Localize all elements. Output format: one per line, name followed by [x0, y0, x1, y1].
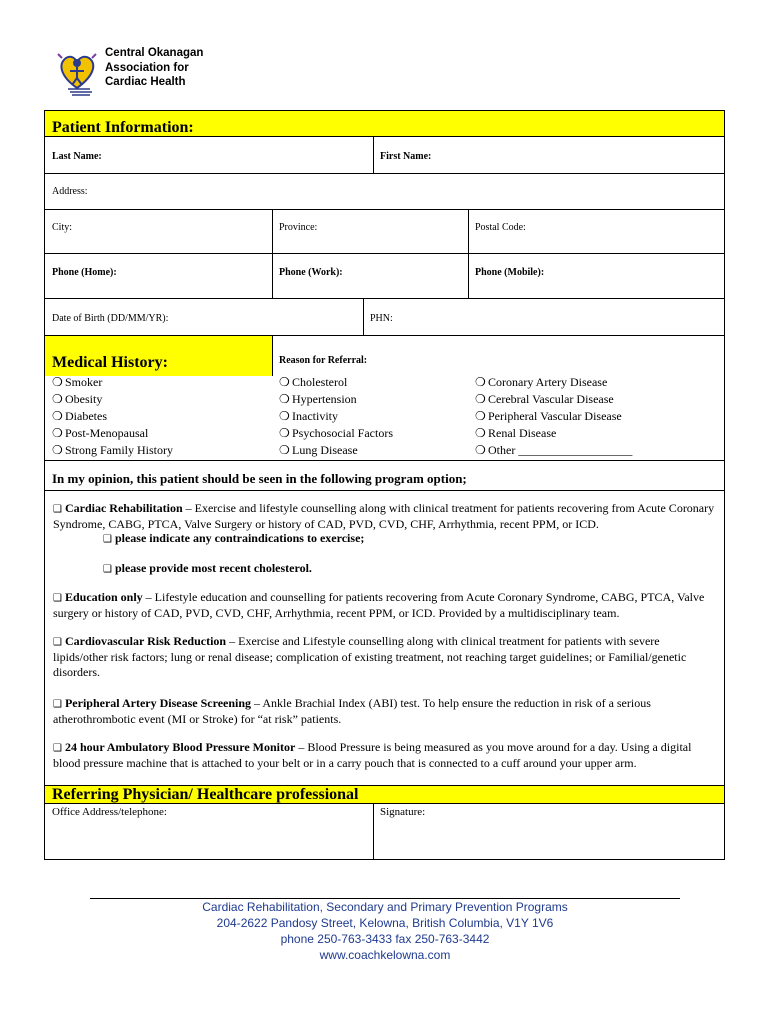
- reason-referral-title: Reason for Referral:: [279, 355, 368, 366]
- option-peripheral-vascular[interactable]: ❍ Peripheral Vascular Disease: [475, 409, 622, 423]
- cholesterol-line[interactable]: ❑ please provide most recent cholesterol.: [103, 561, 312, 575]
- option-smoker[interactable]: ❍ Smoker: [52, 375, 103, 389]
- footer-address: 204-2622 Pandosy Street, Kelowna, British Columbia, V1Y 1V6: [216, 916, 554, 930]
- square-checkbox-icon[interactable]: ❑: [103, 534, 112, 545]
- circle-option-icon: ❍: [52, 409, 63, 423]
- phone-home-field[interactable]: Phone (Home):: [52, 267, 117, 278]
- circle-option-icon: ❍: [475, 426, 486, 440]
- circle-option-icon: ❍: [279, 443, 290, 457]
- circle-option-icon: ❍: [52, 375, 63, 389]
- contraindications-line[interactable]: ❑ please indicate any contraindications to exercise;: [103, 531, 365, 545]
- option-hypertension[interactable]: ❍ Hypertension: [279, 392, 357, 406]
- program-pad-screening[interactable]: ❑ Peripheral Artery Disease Screening – Ankle Brachial Index (ABI) test. To help ensure the reduction in risk of a serious atherothrombotic event (MI or Stroke) for “at risk” patients.: [53, 696, 651, 726]
- circle-option-icon: ❍: [279, 426, 290, 440]
- address-field[interactable]: Address:: [52, 186, 88, 197]
- option-coronary-artery[interactable]: ❍ Coronary Artery Disease: [475, 375, 608, 389]
- program-cardiac-rehab[interactable]: ❑ Cardiac Rehabilitation – Exercise and lifestyle counselling along with clinical treatment for patients recovering from Acute Coronary Syndrome, CABG, PTCA, Valve Surgery or history of CAD, PVD, CVD, CHF, Arrhythmia, recent PPM, or ICD.: [53, 501, 715, 531]
- footer-programs: Cardiac Rehabilitation, Secondary and Primary Prevention Programs: [202, 900, 568, 914]
- circle-option-icon: ❍: [52, 392, 63, 406]
- square-checkbox-icon[interactable]: ❑: [103, 564, 112, 575]
- circle-option-icon: ❍: [52, 426, 63, 440]
- option-obesity[interactable]: ❍ Obesity: [52, 392, 103, 406]
- org-line-3: Cardiac Health: [105, 76, 186, 88]
- medical-history-title: Medical History:: [52, 354, 168, 371]
- option-inactivity[interactable]: ❍ Inactivity: [279, 409, 338, 423]
- square-checkbox-icon[interactable]: ❑: [53, 504, 62, 515]
- medical-history-col-2: [279, 374, 393, 459]
- last-name-field[interactable]: Last Name:: [52, 151, 102, 162]
- circle-option-icon: ❍: [475, 409, 486, 423]
- province-field[interactable]: Province:: [279, 222, 318, 233]
- circle-option-icon: ❍: [279, 409, 290, 423]
- square-checkbox-icon[interactable]: ❑: [53, 593, 62, 604]
- phn-field[interactable]: PHN:: [370, 313, 393, 324]
- option-cholesterol[interactable]: ❍ Cholesterol: [279, 375, 348, 389]
- patient-info-title: Patient Information:: [52, 119, 194, 136]
- medical-history-col-1: [52, 374, 173, 459]
- referral-form: [44, 110, 725, 860]
- circle-option-icon: ❍: [52, 443, 63, 457]
- program-education[interactable]: ❑ Education only – Lifestyle education and counselling for patients recovering from Acute Coronary Syndrome, CABG, PTCA, Valve surgery or history of CAD, PVD, CVD, CHF, Arrhythmia, recent PPM, or ICD. Provided by a multidisciplinary team.: [53, 590, 705, 620]
- medical-history-col-3: [475, 374, 632, 459]
- square-checkbox-icon[interactable]: ❑: [53, 699, 62, 710]
- option-family-history[interactable]: ❍ Strong Family History: [52, 443, 174, 457]
- circle-option-icon: ❍: [279, 375, 290, 389]
- option-diabetes[interactable]: ❍ Diabetes: [52, 409, 107, 423]
- option-other[interactable]: ❍ Other ___________________: [475, 443, 633, 457]
- physician-title: Referring Physician/ Healthcare professional: [52, 786, 359, 803]
- org-line-1: Central Okanagan: [105, 47, 204, 59]
- postal-code-field[interactable]: Postal Code:: [475, 222, 526, 233]
- square-checkbox-icon[interactable]: ❑: [53, 743, 62, 754]
- option-cerebral-vascular[interactable]: ❍ Cerebral Vascular Disease: [475, 392, 614, 406]
- org-line-2: Association for: [105, 61, 189, 74]
- phone-mobile-field[interactable]: Phone (Mobile):: [475, 267, 545, 278]
- city-field[interactable]: City:: [52, 222, 73, 233]
- office-address-field[interactable]: Office Address/telephone:: [52, 806, 167, 818]
- signature-field[interactable]: Signature:: [380, 806, 426, 818]
- circle-option-icon: ❍: [475, 443, 486, 457]
- circle-option-icon: ❍: [475, 375, 486, 389]
- date-of-birth-field[interactable]: Date of Birth (DD/MM/YR):: [52, 313, 169, 324]
- first-name-field[interactable]: First Name:: [380, 151, 432, 162]
- option-renal-disease[interactable]: ❍ Renal Disease: [475, 426, 557, 440]
- program-risk-reduction[interactable]: ❑ Cardiovascular Risk Reduction – Exercise and Lifestyle counselling along with clinical treatment for patients with severe lipids/other risk factors; lung or renal disease; complication of existing treatment, not reaching target guidelines; or Familial/genetic disorders.: [53, 634, 687, 679]
- footer: [90, 899, 680, 963]
- org-name: [105, 46, 203, 90]
- program-heading: In my opinion, this patient should be seen in the following program option;: [52, 471, 467, 486]
- circle-option-icon: ❍: [475, 392, 486, 406]
- option-lung-disease[interactable]: ❍ Lung Disease: [279, 443, 358, 457]
- circle-option-icon: ❍: [279, 392, 290, 406]
- footer-website[interactable]: www.coachkelowna.com: [319, 948, 451, 962]
- option-post-menopausal[interactable]: ❍ Post-Menopausal: [52, 426, 149, 440]
- program-abpm[interactable]: ❑ 24 hour Ambulatory Blood Pressure Monitor – Blood Pressure is being measured as you move around for a day. Using a digital blood pressure machine that is attached to your belt or in a carry pouch that is connected to a cuff around your upper arm.: [53, 740, 692, 770]
- footer-phone: phone 250-763-3433 fax 250-763-3442: [280, 932, 490, 946]
- phone-work-field[interactable]: Phone (Work):: [279, 267, 343, 278]
- heart-figure-logo-icon: [50, 48, 105, 98]
- option-psychosocial[interactable]: ❍ Psychosocial Factors: [279, 426, 393, 440]
- square-checkbox-icon[interactable]: ❑: [53, 637, 62, 648]
